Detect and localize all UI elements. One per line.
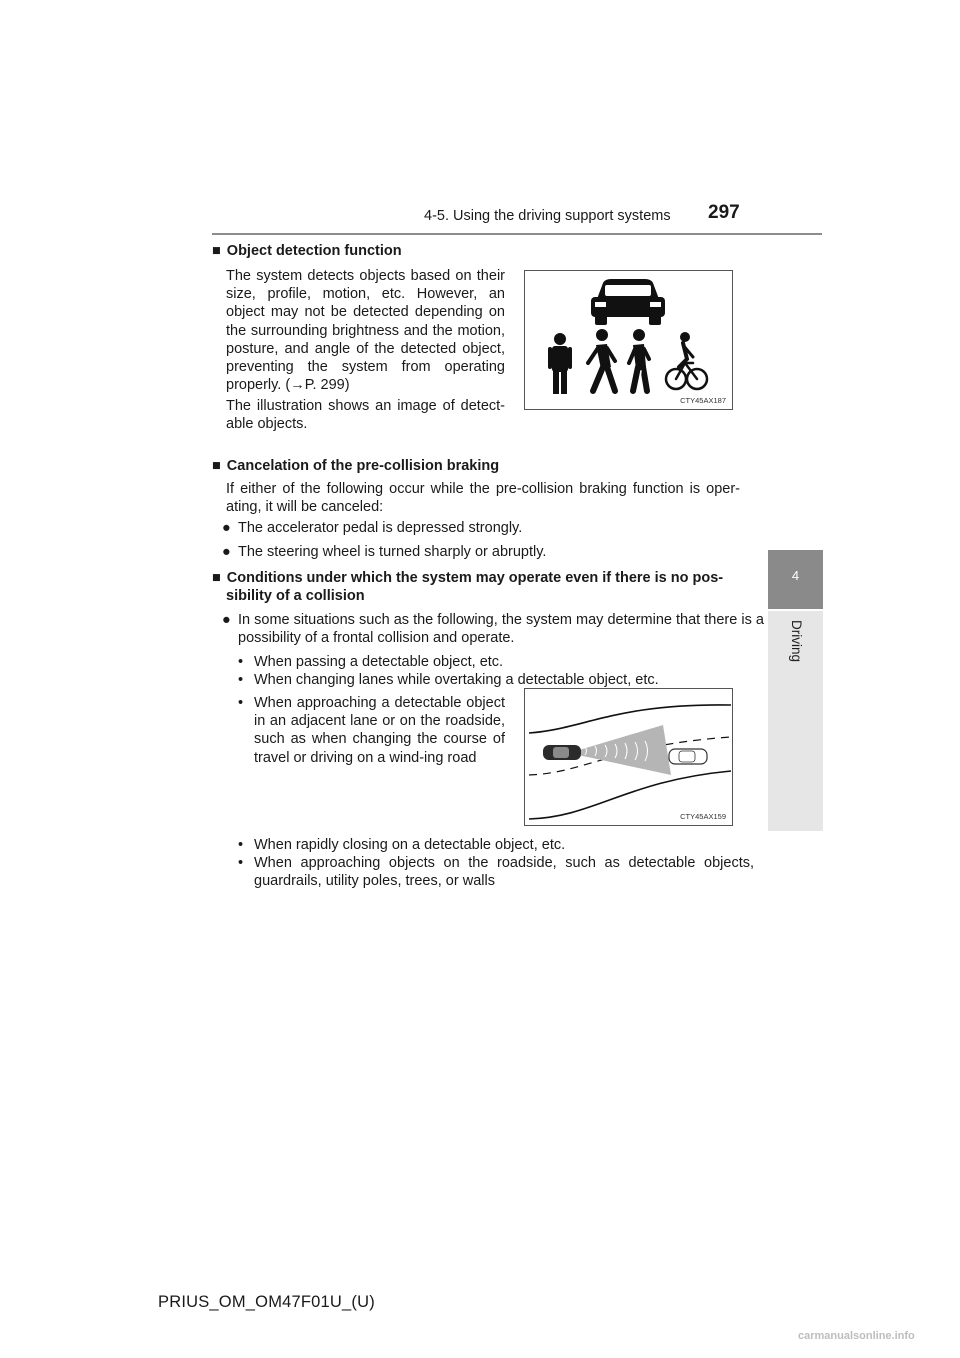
cyclist-icon: [666, 332, 707, 389]
document-code: PRIUS_OM_OM47F01U_(U): [158, 1293, 375, 1311]
chapter-label: Driving: [789, 620, 804, 663]
heading-cancelation: [212, 458, 499, 474]
detected-vehicle-icon: [669, 749, 707, 764]
heading-marker: ■: [212, 243, 221, 259]
sub-text: When rapidly closing on a detectable object, etc.: [254, 837, 566, 853]
cancelation-intro: If either of the following occur while the pre-collision braking function is oper-ating, it will be canceled:: [226, 481, 740, 516]
bullet-marker: ●: [222, 544, 231, 560]
sub-text: When passing a detectable object, etc.: [254, 654, 504, 670]
heading-object-detection: [212, 243, 402, 259]
page-number: 297: [708, 202, 740, 223]
illustration-caption: The illustration shows an image of detect-able objects.: [226, 398, 505, 433]
sub-marker: •: [238, 855, 244, 871]
heading-text-line2: sibility of a collision: [226, 588, 365, 605]
watermark: carmanualsonline.info: [798, 1330, 915, 1342]
heading-text: Object detection function: [226, 243, 402, 259]
bullet-text: The steering wheel is turned sharply or abruptly.: [238, 544, 547, 560]
car-front-icon: [591, 279, 665, 325]
chapter-tab: [768, 550, 823, 609]
sub-marker: •: [238, 672, 244, 688]
figure-code: CTY45AX159: [680, 812, 726, 821]
sub-marker: •: [238, 837, 244, 853]
sub-text: When changing lanes while overtaking a detectable object, etc.: [254, 672, 659, 688]
approaching-object-figure: [524, 688, 733, 826]
section-title: 4-5. Using the driving support systems: [424, 208, 671, 224]
heading-text: Cancelation of the pre-collision braking: [226, 458, 500, 474]
bullet-text: In some situations such as the following, the system may determine that there is a possibility of a frontal collision and operate.: [238, 612, 764, 647]
heading-conditions: [212, 569, 723, 606]
figure-code: CTY45AX187: [680, 396, 726, 405]
bullet-marker: ●: [222, 612, 231, 628]
chapter-number: 4: [791, 568, 800, 583]
pedestrian-walking-icon: [588, 329, 615, 391]
sub-text: When approaching a detectable object in an adjacent lane or on the roadside, such as when changing the course of travel or driving on a wind-ing road: [254, 695, 505, 766]
heading-marker: ■: [212, 458, 221, 474]
sub-marker: •: [238, 654, 244, 670]
header-divider: [212, 233, 822, 235]
heading-marker: ■: [212, 570, 221, 586]
detection-beam: [569, 725, 671, 775]
heading-text-line1: Conditions under which the system may operate even if there is no pos-: [226, 570, 724, 586]
object-detection-paragraph: The system detects objects based on their size, profile, motion, etc. However, an object may not be detected depending on the surrounding brightness and the motion, posture, and angle of the detected object, preventing the system from operating properly. (→P. 299): [226, 268, 505, 394]
sub-text: When approaching objects on the roadside, such as detectable objects, guardrails, utility poles, trees, or walls: [254, 855, 754, 890]
sub-marker: •: [238, 695, 244, 711]
pedestrian-pushing-bicycle-icon: [629, 329, 649, 391]
bullet-text: The accelerator pedal is depressed strongly.: [238, 520, 523, 536]
pedestrian-standing-icon: [548, 333, 572, 394]
detectable-objects-figure: [524, 270, 733, 410]
bullet-marker: ●: [222, 520, 231, 536]
own-vehicle-icon: [543, 745, 581, 760]
